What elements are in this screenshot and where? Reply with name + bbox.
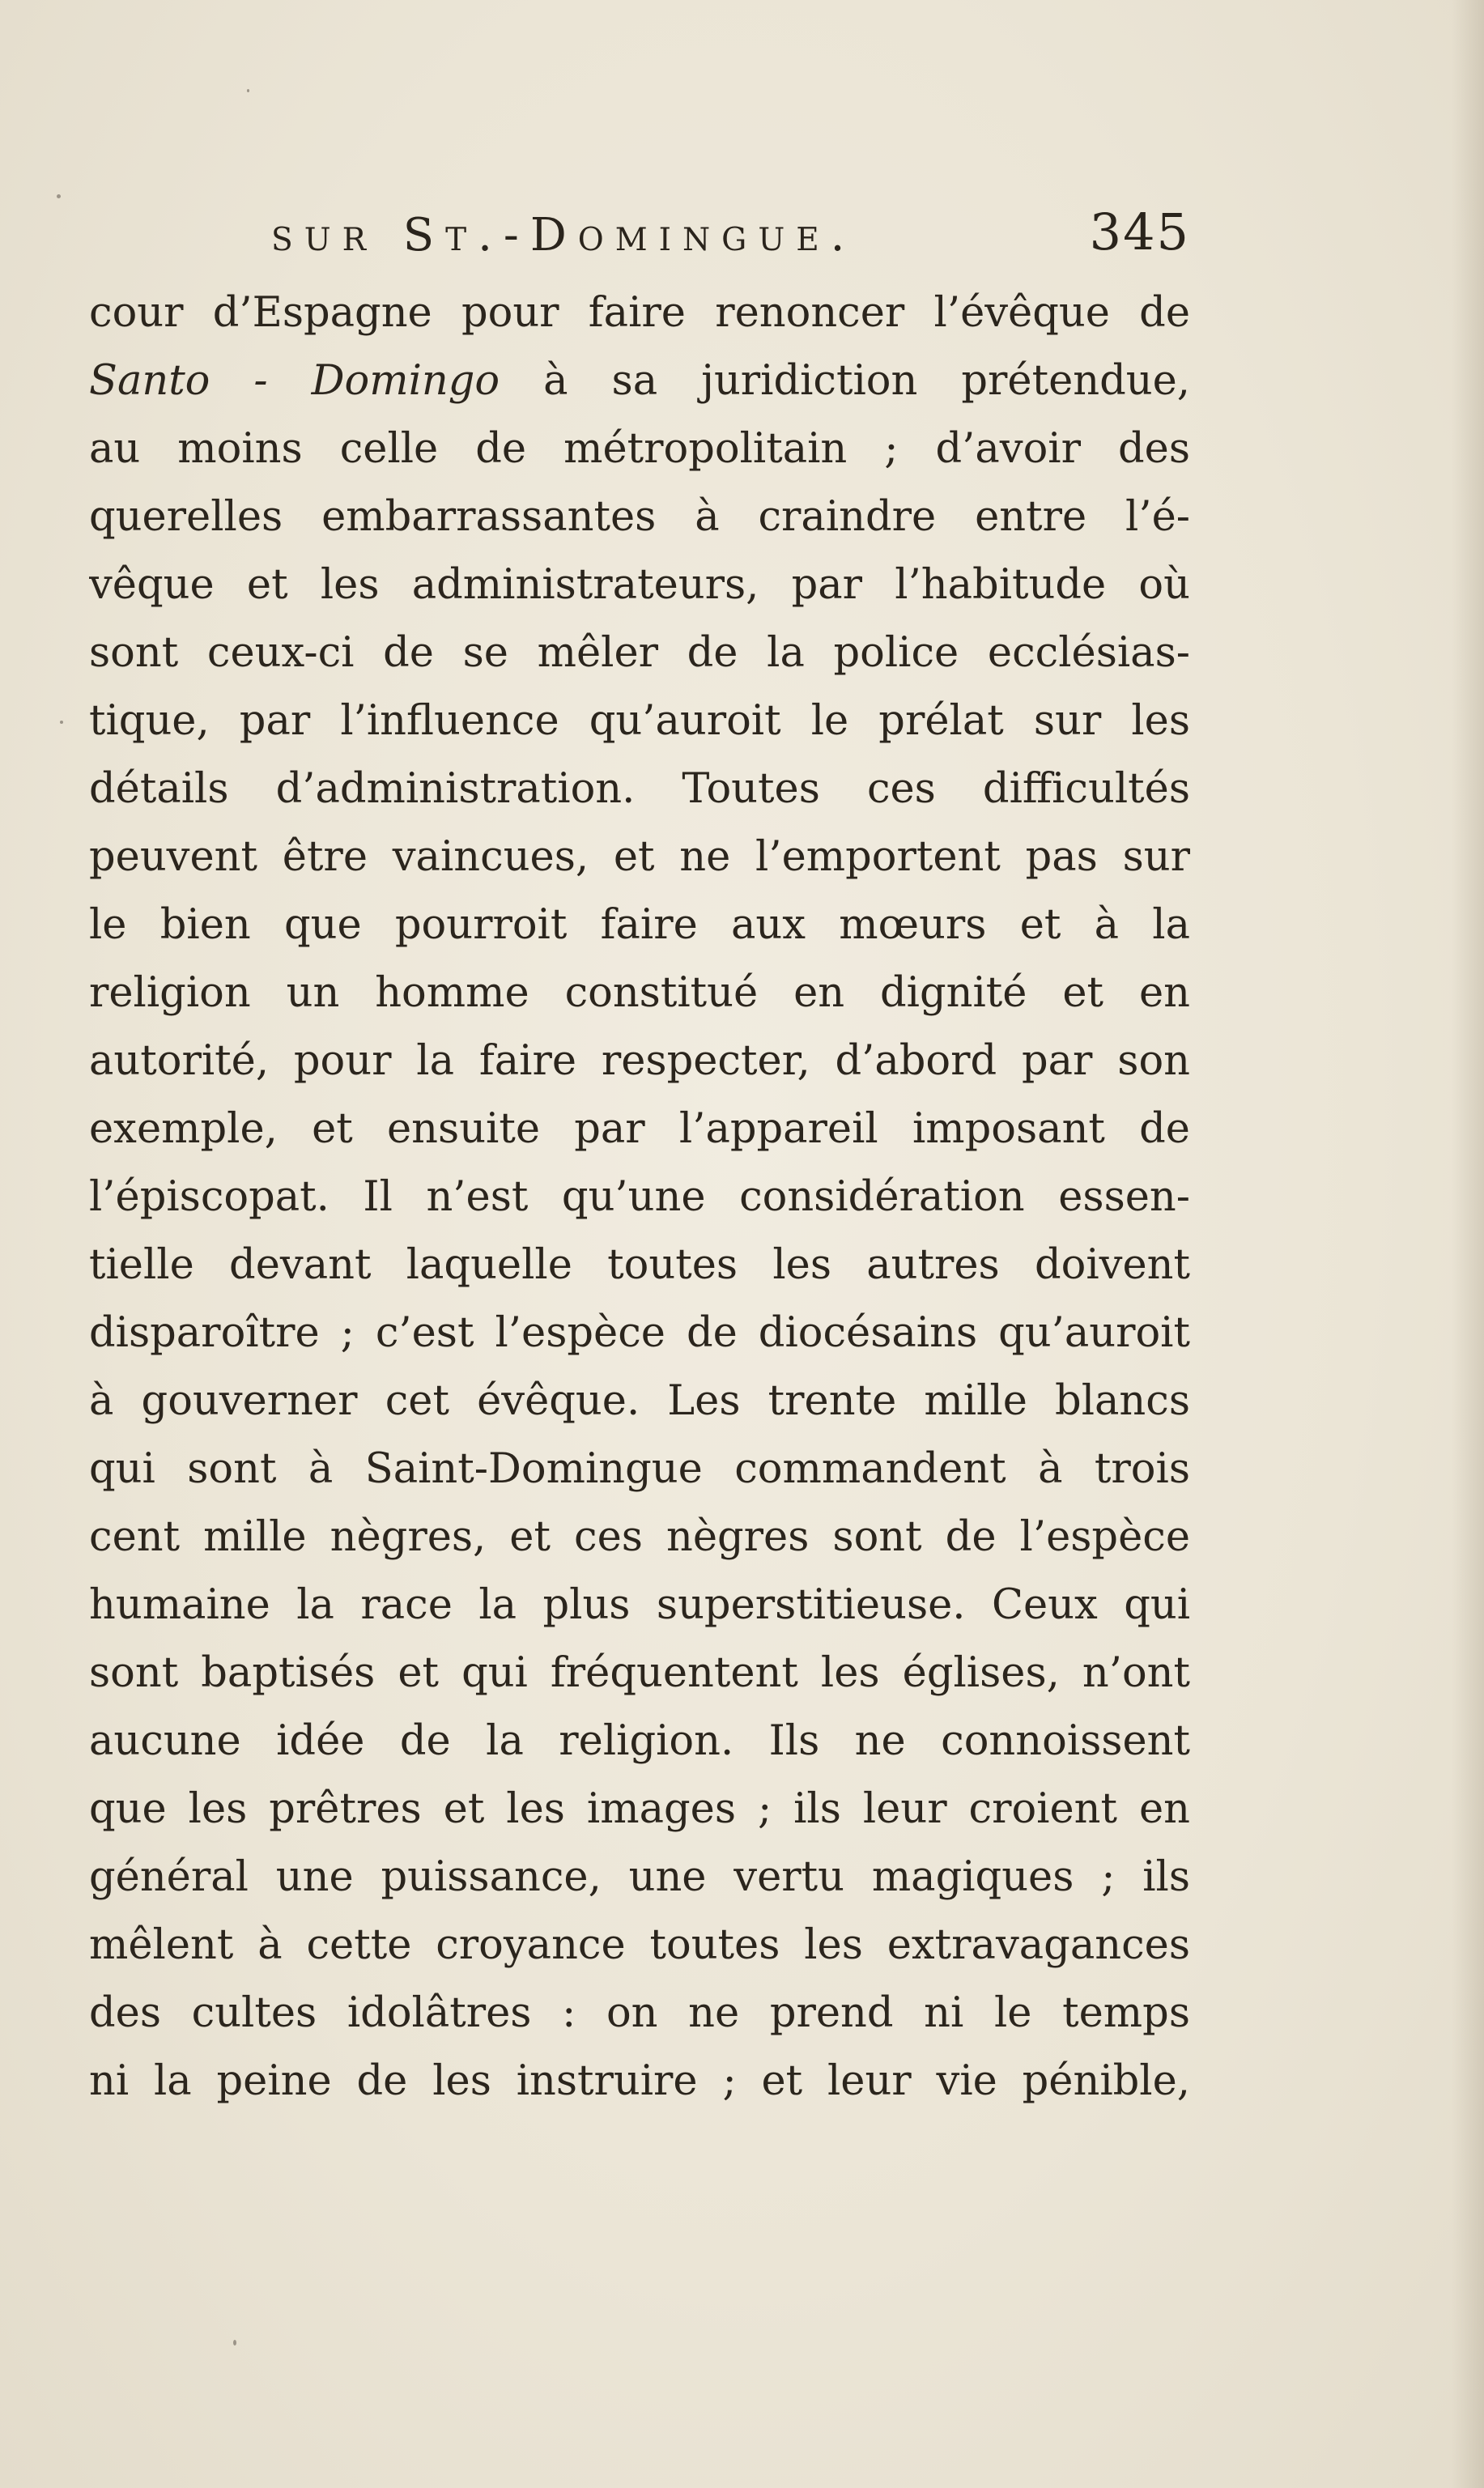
text-line: au moins celle de métropolitain ; d’avoir des	[89, 425, 1190, 473]
text-line-rest: à sa juridiction prétendue,	[500, 357, 1190, 405]
text-line: ni la peine de les instruire ; et leur vie pénible,	[89, 2057, 1190, 2105]
text-line: disparoître ; c’est l’espèce de diocésains qu’auroit	[89, 1309, 1190, 1357]
paper-speck	[247, 89, 249, 92]
text-line: cour d’Espagne pour faire renoncer l’évêque de	[89, 289, 1190, 337]
paper-speck	[60, 721, 63, 724]
text-line: querelles embarrassantes à craindre entre l’é-	[89, 493, 1190, 541]
text-line: exemple, et ensuite par l’appareil imposant de	[89, 1105, 1190, 1153]
text-line: sont ceux-ci de se mêler de la police ecclésias-	[89, 629, 1190, 677]
text-line: sont baptisés et qui fréquentent les églises, n’ont	[89, 1649, 1190, 1697]
italic-place-name: Santo - Domingo	[89, 357, 500, 405]
text-line: général une puissance, une vertu magiques ; ils	[89, 1853, 1190, 1901]
text-line: aucune idée de la religion. Ils ne connoissent	[89, 1717, 1190, 1765]
text-line: humaine la race la plus superstitieuse. Ceux qui	[89, 1581, 1190, 1629]
page-edge-shadow	[1452, 0, 1484, 2488]
text-line: autorité, pour la faire respecter, d’abord par son	[89, 1037, 1190, 1085]
text-line: que les prêtres et les images ; ils leur croient en	[89, 1785, 1190, 1833]
text-line: mêlent à cette croyance toutes les extravagances	[89, 1921, 1190, 1969]
text-line: tique, par l’influence qu’auroit le prélat sur les	[89, 697, 1190, 745]
running-title: sur St.-Domingue.	[271, 209, 857, 262]
text-line: l’épiscopat. Il n’est qu’une considération essen-	[89, 1173, 1190, 1221]
text-line	[89, 347, 1190, 415]
text-line: peuvent être vaincues, et ne l’emportent pas sur	[89, 833, 1190, 881]
text-line: vêque et les administrateurs, par l’habitude où	[89, 561, 1190, 609]
text-line: détails d’administration. Toutes ces difficultés	[89, 765, 1190, 813]
text-line: tielle devant laquelle toutes les autres doivent	[89, 1241, 1190, 1289]
text-line: à gouverner cet évêque. Les trente mille blancs	[89, 1377, 1190, 1425]
running-head	[89, 202, 1190, 267]
paper-speck	[233, 2340, 236, 2346]
text-line: des cultes idolâtres : on ne prend ni le temps	[89, 1989, 1190, 2037]
text-line: cent mille nègres, et ces nègres sont de l’espèce	[89, 1513, 1190, 1561]
text-line: qui sont à Saint-Domingue commandent à trois	[89, 1445, 1190, 1493]
body-text	[89, 279, 1190, 2116]
text-line: religion un homme constitué en dignité et en	[89, 969, 1190, 1017]
paper-speck	[57, 194, 61, 198]
text-line: le bien que pourroit faire aux mœurs et à la	[89, 901, 1190, 949]
page-number: 345	[1089, 202, 1190, 262]
